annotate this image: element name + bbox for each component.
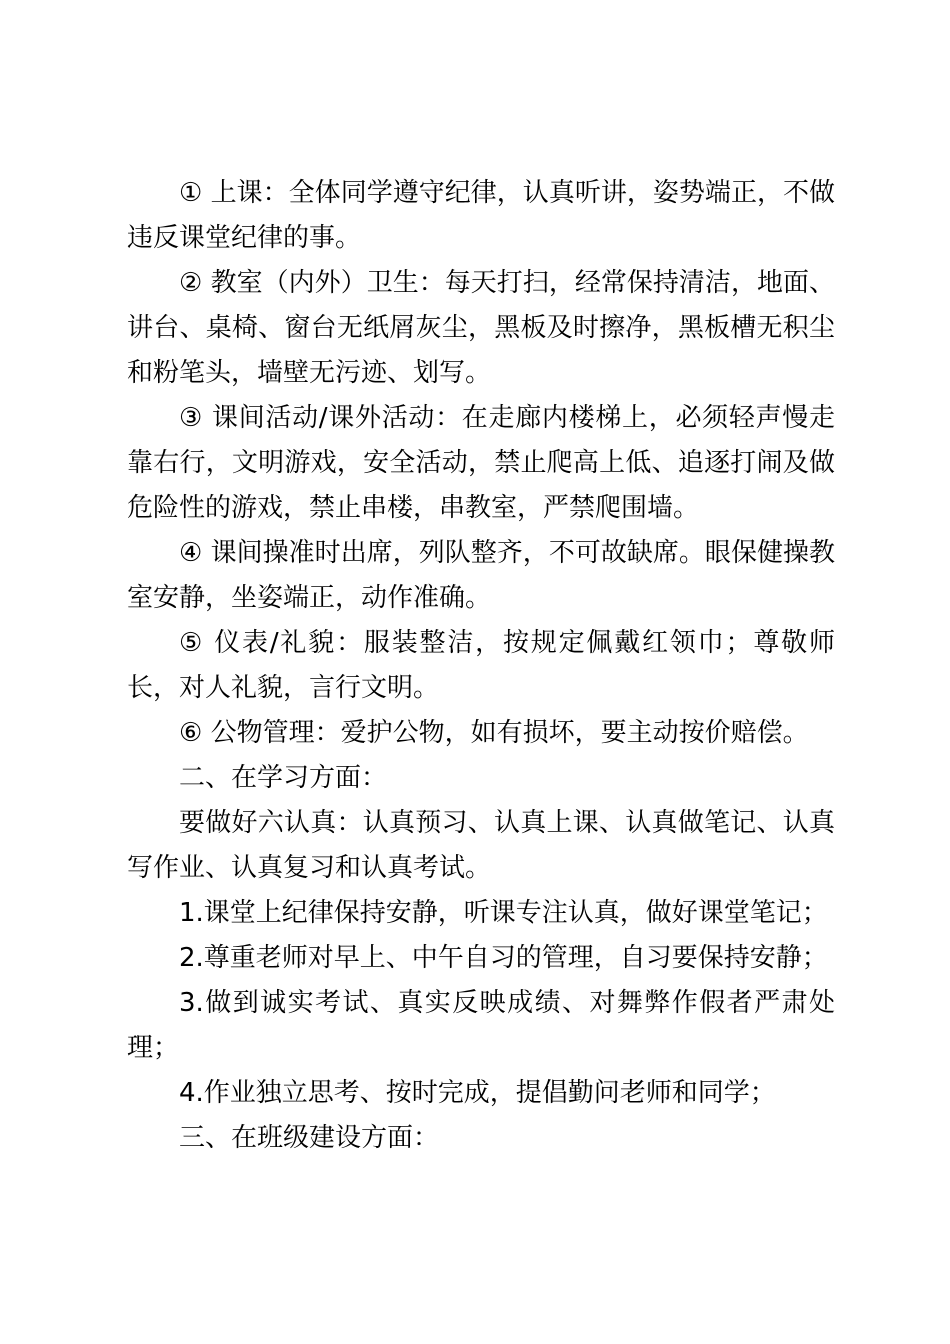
study-item-2: 2.尊重老师对早上、中午自习的管理，自习要保持安静；	[179, 943, 828, 973]
study-item-3: 3.做到诚实考试、真实反映成绩、对舞弊作假者严肃处理；	[127, 988, 835, 1063]
rule-item-exercises: ④ 课间操准时出席，列队整齐，不可故缺席。眼保健操教室安静，坐姿端正，动作准确。	[127, 538, 835, 613]
study-summary: 要做好六认真：认真预习、认真上课、认真做笔记、认真写作业、认真复习和认真考试。	[127, 808, 835, 883]
rule-item-appearance-manners: ⑤ 仪表/礼貌：服装整洁，按规定佩戴红领巾；尊敬师长，对人礼貌，言行文明。	[127, 628, 835, 703]
rule-item-classroom-hygiene: ② 教室（内外）卫生：每天打扫，经常保持清洁，地面、讲台、桌椅、窗台无纸屑灰尘，黑板及时擦净，黑板槽无积尘和粉笔头，墙壁无污迹、划写。	[127, 268, 835, 388]
section-heading-study: 二、在学习方面：	[179, 763, 388, 793]
section-heading-class-building: 三、在班级建设方面：	[179, 1123, 440, 1153]
study-item-1: 1.课堂上纪律保持安静，听课专注认真，做好课堂笔记；	[179, 898, 828, 928]
rule-item-public-property: ⑥ 公物管理：爱护公物，如有损坏，要主动按价赔偿。	[179, 718, 809, 748]
document-page	[127, 171, 835, 1161]
study-item-4: 4.作业独立思考、按时完成，提倡勤问老师和同学；	[179, 1078, 776, 1108]
rule-item-break-activities: ③ 课间活动/课外活动：在走廊内楼梯上，必须轻声慢走靠右行，文明游戏，安全活动，禁止爬高上低、追逐打闹及做危险性的游戏，禁止串楼，串教室，严禁爬围墙。	[127, 403, 835, 523]
rule-item-class-discipline: ① 上课：全体同学遵守纪律，认真听讲，姿势端正，不做违反课堂纪律的事。	[127, 178, 835, 253]
